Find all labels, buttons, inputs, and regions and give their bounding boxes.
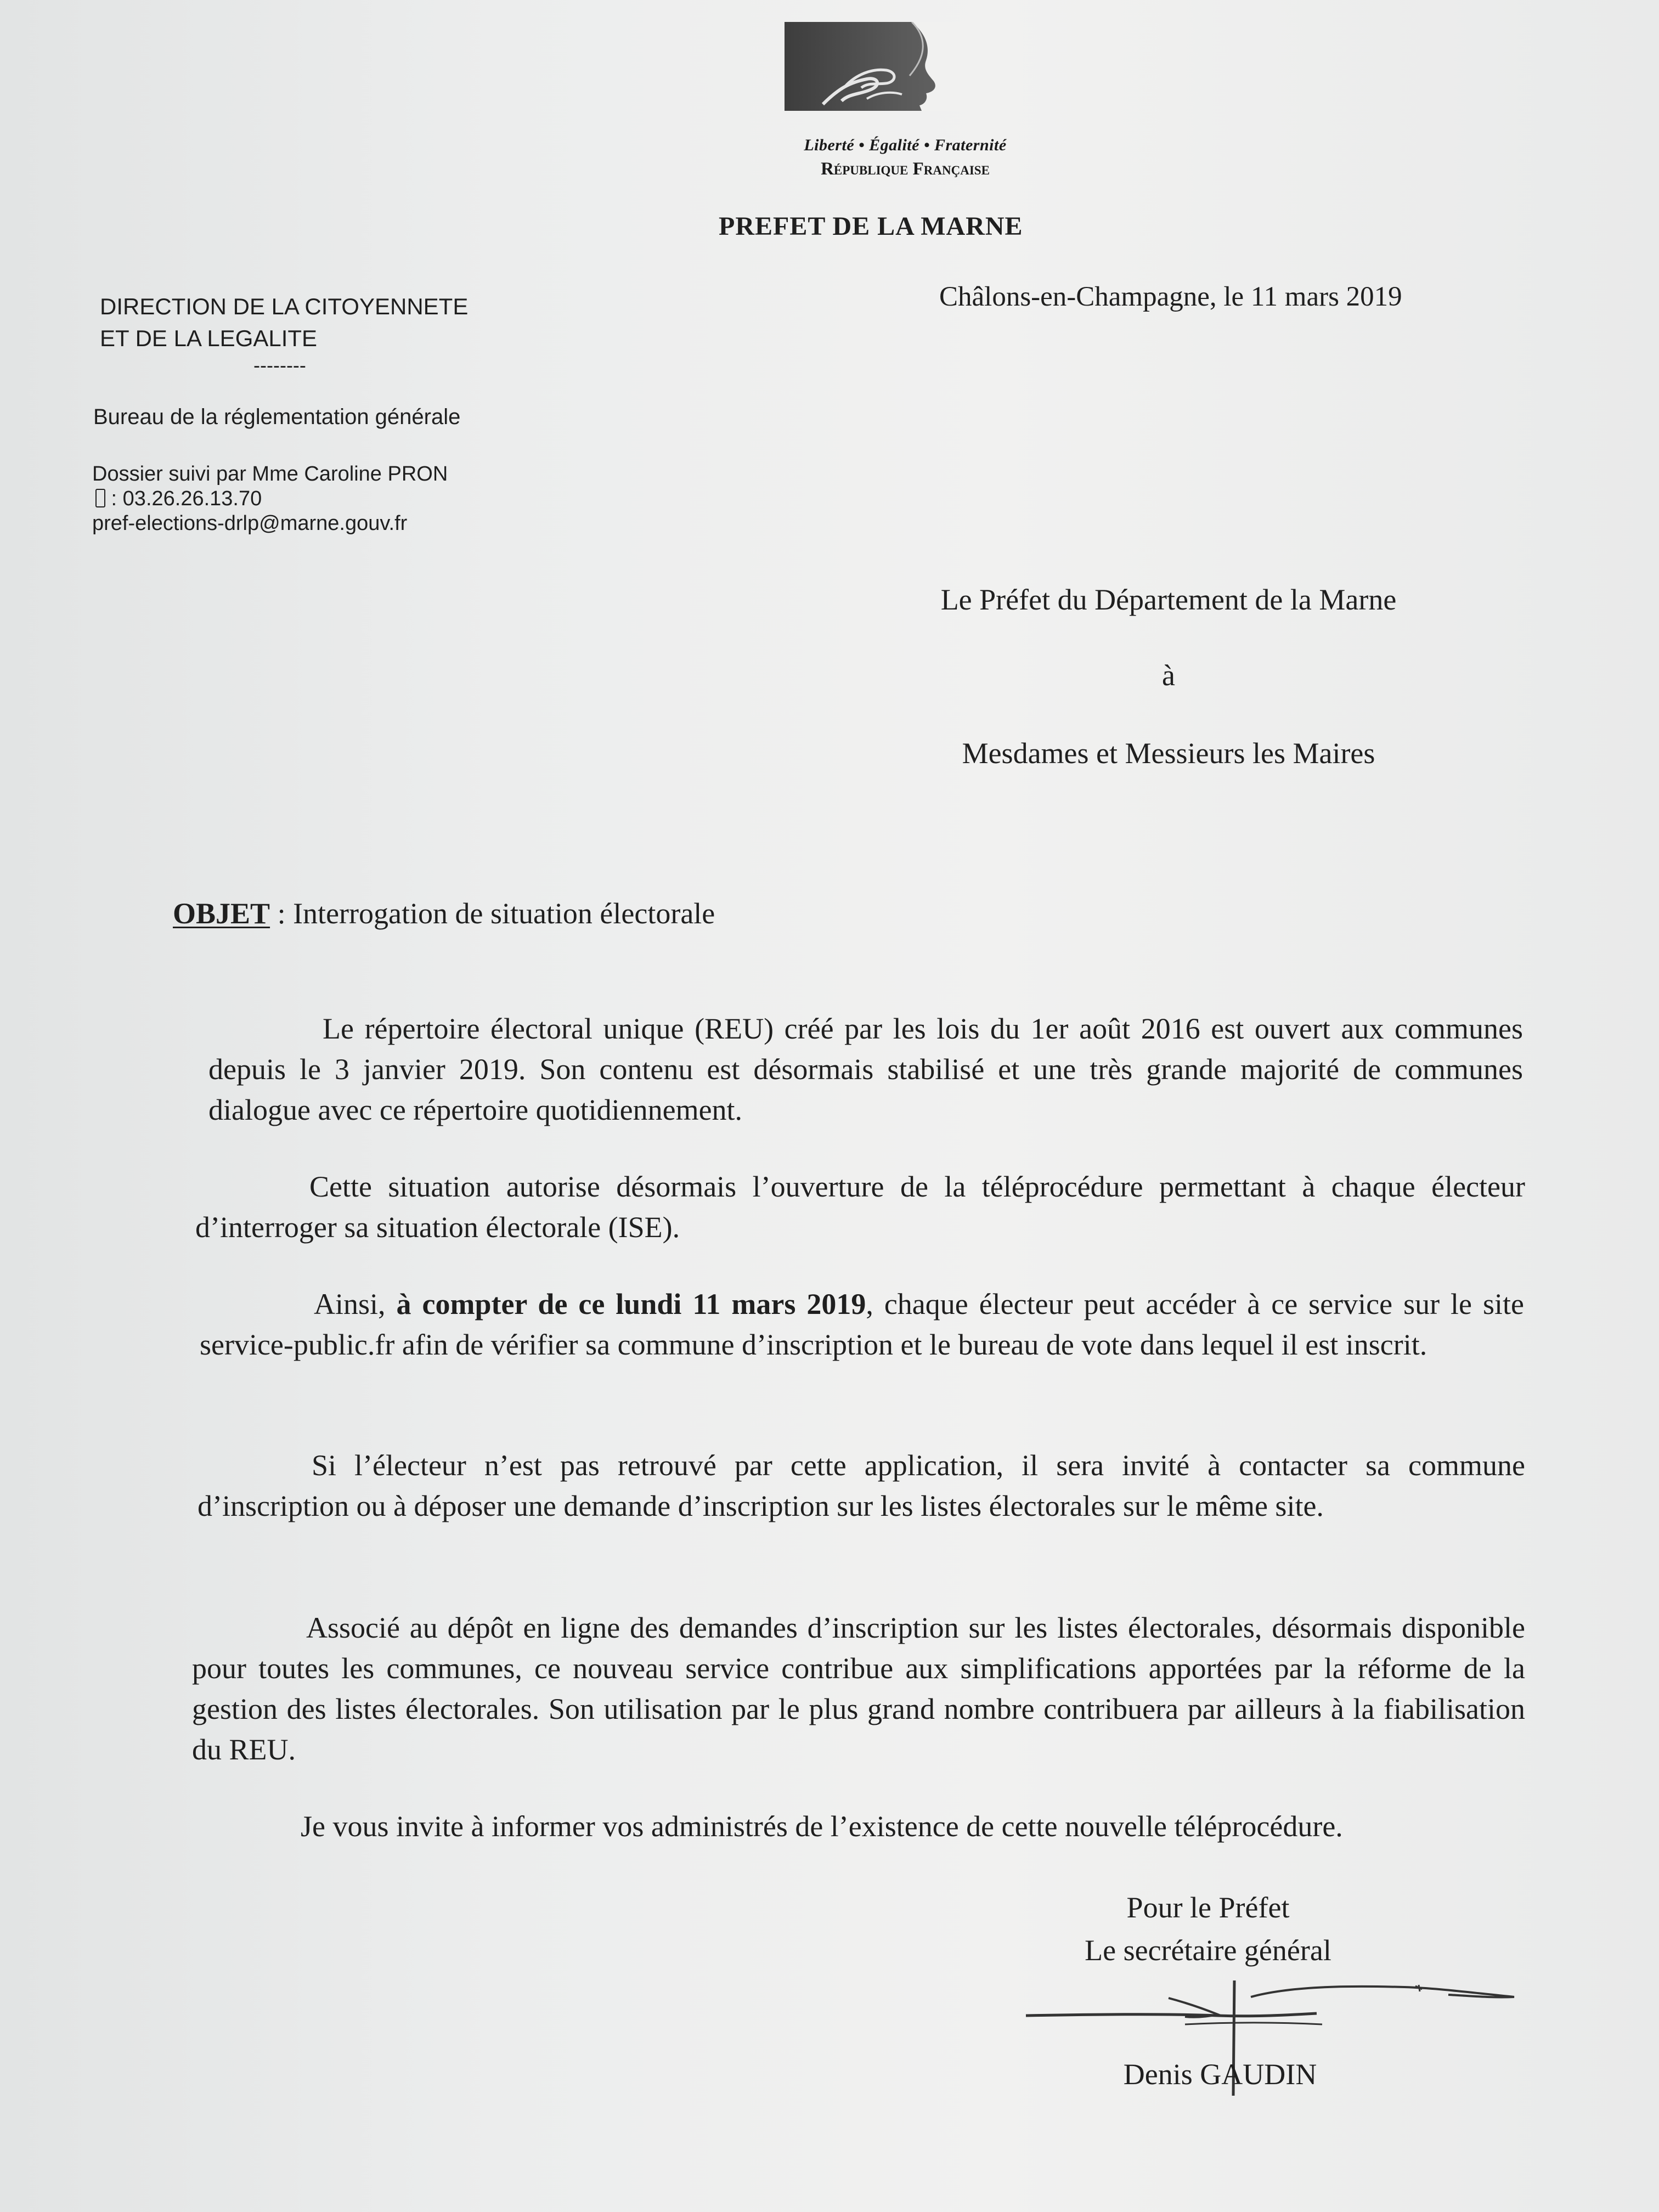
phone-number: : 03.26.26.13.70 [105,487,262,510]
marianne-logo [785,22,1026,179]
addressee-recipients: Mesdames et Messieurs les Maires [962,737,1375,770]
addressee-to: à [1162,659,1175,692]
paragraph-3 [200,1284,1524,1365]
signature-title: Le secrétaire général [1085,1934,1331,1967]
date-line: Châlons-en-Champagne, le 11 mars 2019 [939,281,1402,312]
email-address: pref-elections-drlp@marne.gouv.fr [92,512,408,535]
dossier-block [92,462,448,536]
addressee-from: Le Préfet du Département de la Marne [940,583,1397,616]
paragraph-6: Je vous invite à informer vos administrés de l’existence de cette nouvelle téléprocédure. [301,1810,1343,1843]
signatory-name: Denis GAUDIN [1123,2058,1317,2091]
republic-name: République Française [821,159,990,179]
bureau-name: Bureau de la réglementation générale [93,405,461,429]
separator-dashes: -------- [253,354,306,376]
dossier-contact: Dossier suivi par Mme Caroline PRON [92,462,448,486]
paragraph-3-start: Ainsi, [314,1288,397,1321]
phone-line [92,487,448,511]
telephone-icon [95,489,105,507]
direction-block [100,291,468,354]
paragraph-2: Cette situation autorise désormais l’ouverture de la téléprocédure permettant à chaque électeur d’interroger sa situation électorale (ISE). [195,1170,1525,1244]
direction-line-1: DIRECTION DE LA CITOYENNETE [100,294,469,319]
signature-pour: Pour le Préfet [1126,1891,1290,1924]
objet-line [173,896,715,930]
paragraph-3-bold-date: à compter de ce lundi 11 mars 2019 [396,1288,866,1321]
direction-line-2: ET DE LA LEGALITE [100,325,318,351]
paragraph-4: Si l’électeur n’est pas retrouvé par cette application, il sera invité à contacter sa commune d’inscription ou à déposer une demande d’inscription sur les listes électorales sur le même site. [198,1449,1525,1522]
paragraph-1: Le répertoire électoral unique (REU) créé par les lois du 1er août 2016 est ouvert aux communes depuis le 3 janvier 2019. Son contenu est désormais stabilisé et une très grande majorité de communes dialogue avec ce répertoire quotidiennement. [208,1012,1523,1126]
paragraph-5: Associé au dépôt en ligne des demandes d’inscription sur les listes électorales, désormais disponible pour toutes les communes, ce nouveau service contribue aux simplifications apportées par la réforme de la gestion des listes électorales. Son utilisation par le plus grand nombre contribuera par ailleurs à la fiabilisation du REU. [192,1611,1525,1766]
objet-separator: : [270,897,294,930]
prefet-title: PREFET DE LA MARNE [719,212,1023,241]
objet-text: Interrogation de situation électorale [293,897,715,930]
paragraph-3-end: , chaque électeur peut accéder à ce service sur le site service-public.fr afin de vérifier sa commune d’inscription et le bureau de vote dans lequel il est inscrit. [200,1288,1524,1361]
marianne-logo-graphic [785,22,1023,111]
objet-label: OBJET [173,897,270,930]
republic-motto: Liberté • Égalité • Fraternité [804,136,1007,154]
